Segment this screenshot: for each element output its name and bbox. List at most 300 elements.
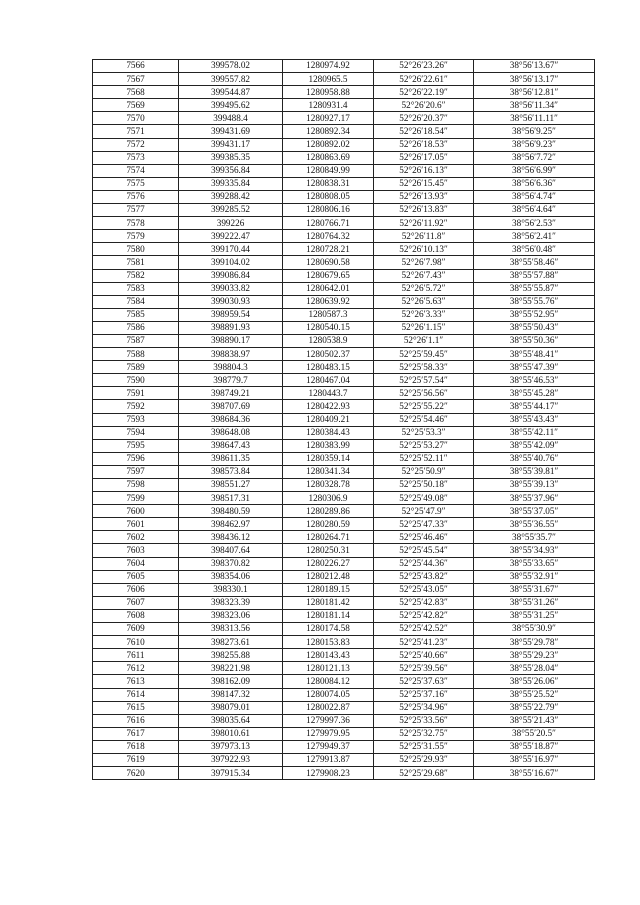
longitude-cell: 38°55′34.93″ — [474, 544, 595, 557]
point-number-cell: 7573 — [93, 151, 179, 164]
longitude-cell: 38°55′22.79″ — [474, 701, 595, 714]
table-row — [93, 465, 595, 478]
longitude-cell: 38°55′16.97″ — [474, 753, 595, 766]
table-row — [93, 125, 595, 138]
latitude-cell: 52°26′23.26″ — [374, 60, 474, 73]
y-coordinate-cell: 1280892.02 — [283, 138, 374, 151]
y-coordinate-cell: 1280764.32 — [283, 230, 374, 243]
latitude-cell: 52°26′5.63″ — [374, 295, 474, 308]
longitude-cell: 38°56′0.48″ — [474, 243, 595, 256]
y-coordinate-cell: 1280359.14 — [283, 452, 374, 465]
point-number-cell: 7615 — [93, 701, 179, 714]
x-coordinate-cell: 398779.7 — [179, 374, 283, 387]
longitude-cell: 38°56′9.23″ — [474, 138, 595, 151]
table-row — [93, 112, 595, 125]
coordinates-table — [92, 59, 595, 780]
point-number-cell: 7580 — [93, 243, 179, 256]
latitude-cell: 52°25′57.54″ — [374, 374, 474, 387]
y-coordinate-cell: 1280181.14 — [283, 609, 374, 622]
longitude-cell: 38°56′13.17″ — [474, 73, 595, 86]
y-coordinate-cell: 1280838.31 — [283, 177, 374, 190]
latitude-cell: 52°25′46.46″ — [374, 531, 474, 544]
x-coordinate-cell: 398611.35 — [179, 452, 283, 465]
longitude-cell: 38°55′33.65″ — [474, 557, 595, 570]
table-row — [93, 308, 595, 321]
point-number-cell: 7605 — [93, 570, 179, 583]
y-coordinate-cell: 1280808.05 — [283, 190, 374, 203]
y-coordinate-cell: 1280328.78 — [283, 479, 374, 492]
y-coordinate-cell: 1279997.36 — [283, 714, 374, 727]
x-coordinate-cell: 398330.1 — [179, 583, 283, 596]
point-number-cell: 7588 — [93, 348, 179, 361]
x-coordinate-cell: 398517.31 — [179, 492, 283, 505]
table-row — [93, 190, 595, 203]
y-coordinate-cell: 1280863.69 — [283, 151, 374, 164]
table-row — [93, 623, 595, 636]
point-number-cell: 7574 — [93, 164, 179, 177]
longitude-cell: 38°55′42.11″ — [474, 426, 595, 439]
table-row — [93, 374, 595, 387]
point-number-cell: 7581 — [93, 256, 179, 269]
point-number-cell: 7603 — [93, 544, 179, 557]
point-number-cell: 7619 — [93, 753, 179, 766]
y-coordinate-cell: 1280806.16 — [283, 204, 374, 217]
longitude-cell: 38°55′42.09″ — [474, 439, 595, 452]
longitude-cell: 38°56′6.36″ — [474, 177, 595, 190]
y-coordinate-cell: 1280690.58 — [283, 256, 374, 269]
table-row — [93, 86, 595, 99]
x-coordinate-cell: 398684.36 — [179, 413, 283, 426]
point-number-cell: 7617 — [93, 727, 179, 740]
latitude-cell: 52°25′47.9″ — [374, 505, 474, 518]
x-coordinate-cell: 398804.3 — [179, 361, 283, 374]
latitude-cell: 52°26′20.37″ — [374, 112, 474, 125]
longitude-cell: 38°56′4.74″ — [474, 190, 595, 203]
longitude-cell: 38°55′47.39″ — [474, 361, 595, 374]
y-coordinate-cell: 1280728.21 — [283, 243, 374, 256]
longitude-cell: 38°56′7.72″ — [474, 151, 595, 164]
table-row — [93, 204, 595, 217]
longitude-cell: 38°55′31.67″ — [474, 583, 595, 596]
point-number-cell: 7593 — [93, 413, 179, 426]
table-row — [93, 518, 595, 531]
point-number-cell: 7597 — [93, 465, 179, 478]
point-number-cell: 7570 — [93, 112, 179, 125]
y-coordinate-cell: 1280264.71 — [283, 531, 374, 544]
x-coordinate-cell: 397922.93 — [179, 753, 283, 766]
y-coordinate-cell: 1279908.23 — [283, 767, 374, 780]
table-row — [93, 583, 595, 596]
point-number-cell: 7618 — [93, 740, 179, 753]
y-coordinate-cell: 1280538.9 — [283, 334, 374, 347]
x-coordinate-cell: 398035.64 — [179, 714, 283, 727]
latitude-cell: 52°26′3.33″ — [374, 308, 474, 321]
longitude-cell: 38°56′2.53″ — [474, 217, 595, 230]
y-coordinate-cell: 1280022.87 — [283, 701, 374, 714]
x-coordinate-cell: 398573.84 — [179, 465, 283, 478]
point-number-cell: 7614 — [93, 688, 179, 701]
x-coordinate-cell: 399488.4 — [179, 112, 283, 125]
longitude-cell: 38°55′29.23″ — [474, 649, 595, 662]
point-number-cell: 7587 — [93, 334, 179, 347]
coordinates-table-body — [93, 60, 595, 780]
table-row — [93, 452, 595, 465]
longitude-cell: 38°55′35.7″ — [474, 531, 595, 544]
point-number-cell: 7569 — [93, 99, 179, 112]
longitude-cell: 38°55′32.91″ — [474, 570, 595, 583]
table-row — [93, 479, 595, 492]
x-coordinate-cell: 399104.02 — [179, 256, 283, 269]
latitude-cell: 52°25′59.45″ — [374, 348, 474, 361]
x-coordinate-cell: 398891.93 — [179, 321, 283, 334]
longitude-cell: 38°55′36.55″ — [474, 518, 595, 531]
table-row — [93, 73, 595, 86]
y-coordinate-cell: 1280642.01 — [283, 282, 374, 295]
x-coordinate-cell: 399030.93 — [179, 295, 283, 308]
y-coordinate-cell: 1280540.15 — [283, 321, 374, 334]
table-row — [93, 701, 595, 714]
y-coordinate-cell: 1280639.92 — [283, 295, 374, 308]
longitude-cell: 38°55′57.88″ — [474, 269, 595, 282]
table-row — [93, 413, 595, 426]
latitude-cell: 52°26′18.53″ — [374, 138, 474, 151]
x-coordinate-cell: 399495.62 — [179, 99, 283, 112]
latitude-cell: 52°25′44.36″ — [374, 557, 474, 570]
x-coordinate-cell: 398407.64 — [179, 544, 283, 557]
table-row — [93, 740, 595, 753]
table-row — [93, 321, 595, 334]
latitude-cell: 52°25′42.83″ — [374, 596, 474, 609]
y-coordinate-cell: 1280384.43 — [283, 426, 374, 439]
table-row — [93, 334, 595, 347]
y-coordinate-cell: 1280250.31 — [283, 544, 374, 557]
latitude-cell: 52°26′16.13″ — [374, 164, 474, 177]
table-row — [93, 269, 595, 282]
table-row — [93, 727, 595, 740]
latitude-cell: 52°26′13.93″ — [374, 190, 474, 203]
latitude-cell: 52°26′7.98″ — [374, 256, 474, 269]
point-number-cell: 7583 — [93, 282, 179, 295]
latitude-cell: 52°25′40.66″ — [374, 649, 474, 662]
x-coordinate-cell: 399431.69 — [179, 125, 283, 138]
point-number-cell: 7585 — [93, 308, 179, 321]
x-coordinate-cell: 397973.13 — [179, 740, 283, 753]
y-coordinate-cell: 1280965.5 — [283, 73, 374, 86]
y-coordinate-cell: 1280422.93 — [283, 400, 374, 413]
x-coordinate-cell: 398370.82 — [179, 557, 283, 570]
x-coordinate-cell: 399578.02 — [179, 60, 283, 73]
point-number-cell: 7592 — [93, 400, 179, 413]
y-coordinate-cell: 1280074.05 — [283, 688, 374, 701]
point-number-cell: 7584 — [93, 295, 179, 308]
x-coordinate-cell: 399033.82 — [179, 282, 283, 295]
point-number-cell: 7566 — [93, 60, 179, 73]
longitude-cell: 38°55′55.76″ — [474, 295, 595, 308]
point-number-cell: 7590 — [93, 374, 179, 387]
x-coordinate-cell: 398647.43 — [179, 439, 283, 452]
latitude-cell: 52°26′15.45″ — [374, 177, 474, 190]
table-row — [93, 164, 595, 177]
y-coordinate-cell: 1280084.12 — [283, 675, 374, 688]
latitude-cell: 52°26′11.92″ — [374, 217, 474, 230]
x-coordinate-cell: 399335.84 — [179, 177, 283, 190]
x-coordinate-cell: 399086.84 — [179, 269, 283, 282]
point-number-cell: 7604 — [93, 557, 179, 570]
point-number-cell: 7608 — [93, 609, 179, 622]
x-coordinate-cell: 399385.35 — [179, 151, 283, 164]
point-number-cell: 7572 — [93, 138, 179, 151]
longitude-cell: 38°55′55.87″ — [474, 282, 595, 295]
longitude-cell: 38°55′25.52″ — [474, 688, 595, 701]
table-row — [93, 609, 595, 622]
point-number-cell: 7576 — [93, 190, 179, 203]
latitude-cell: 52°25′55.22″ — [374, 400, 474, 413]
point-number-cell: 7602 — [93, 531, 179, 544]
point-number-cell: 7610 — [93, 636, 179, 649]
table-row — [93, 649, 595, 662]
longitude-cell: 38°55′31.26″ — [474, 596, 595, 609]
longitude-cell: 38°56′11.34″ — [474, 99, 595, 112]
latitude-cell: 52°25′43.05″ — [374, 583, 474, 596]
x-coordinate-cell: 399226 — [179, 217, 283, 230]
y-coordinate-cell: 1280306.9 — [283, 492, 374, 505]
longitude-cell: 38°55′28.04″ — [474, 662, 595, 675]
x-coordinate-cell: 399557.82 — [179, 73, 283, 86]
point-number-cell: 7607 — [93, 596, 179, 609]
point-number-cell: 7567 — [93, 73, 179, 86]
x-coordinate-cell: 398147.32 — [179, 688, 283, 701]
x-coordinate-cell: 398707.69 — [179, 400, 283, 413]
x-coordinate-cell: 398838.97 — [179, 348, 283, 361]
y-coordinate-cell: 1280931.4 — [283, 99, 374, 112]
point-number-cell: 7601 — [93, 518, 179, 531]
table-row — [93, 439, 595, 452]
x-coordinate-cell: 399285.52 — [179, 204, 283, 217]
x-coordinate-cell: 397915.34 — [179, 767, 283, 780]
table-row — [93, 544, 595, 557]
y-coordinate-cell: 1279979.95 — [283, 727, 374, 740]
x-coordinate-cell: 398648.08 — [179, 426, 283, 439]
longitude-cell: 38°55′44.17″ — [474, 400, 595, 413]
latitude-cell: 52°25′29.68″ — [374, 767, 474, 780]
table-row — [93, 230, 595, 243]
y-coordinate-cell: 1280958.88 — [283, 86, 374, 99]
y-coordinate-cell: 1280280.59 — [283, 518, 374, 531]
latitude-cell: 52°25′39.56″ — [374, 662, 474, 675]
y-coordinate-cell: 1280143.43 — [283, 649, 374, 662]
longitude-cell: 38°55′40.76″ — [474, 452, 595, 465]
table-row — [93, 348, 595, 361]
y-coordinate-cell: 1280383.99 — [283, 439, 374, 452]
point-number-cell: 7577 — [93, 204, 179, 217]
latitude-cell: 52°25′49.08″ — [374, 492, 474, 505]
longitude-cell: 38°55′39.81″ — [474, 465, 595, 478]
y-coordinate-cell: 1280849.99 — [283, 164, 374, 177]
longitude-cell: 38°55′58.46″ — [474, 256, 595, 269]
x-coordinate-cell: 398749.21 — [179, 387, 283, 400]
x-coordinate-cell: 398162.09 — [179, 675, 283, 688]
longitude-cell: 38°55′48.41″ — [474, 348, 595, 361]
latitude-cell: 52°25′42.82″ — [374, 609, 474, 622]
x-coordinate-cell: 399222.47 — [179, 230, 283, 243]
y-coordinate-cell: 1280341.34 — [283, 465, 374, 478]
x-coordinate-cell: 399356.84 — [179, 164, 283, 177]
longitude-cell: 38°55′20.5″ — [474, 727, 595, 740]
y-coordinate-cell: 1279913.87 — [283, 753, 374, 766]
x-coordinate-cell: 399170.44 — [179, 243, 283, 256]
longitude-cell: 38°56′9.25″ — [474, 125, 595, 138]
point-number-cell: 7571 — [93, 125, 179, 138]
table-row — [93, 505, 595, 518]
latitude-cell: 52°25′56.56″ — [374, 387, 474, 400]
longitude-cell: 38°55′39.13″ — [474, 479, 595, 492]
y-coordinate-cell: 1280121.13 — [283, 662, 374, 675]
table-row — [93, 675, 595, 688]
longitude-cell: 38°55′37.05″ — [474, 505, 595, 518]
longitude-cell: 38°55′50.43″ — [474, 321, 595, 334]
table-row — [93, 177, 595, 190]
point-number-cell: 7586 — [93, 321, 179, 334]
point-number-cell: 7568 — [93, 86, 179, 99]
longitude-cell: 38°55′52.95″ — [474, 308, 595, 321]
x-coordinate-cell: 399544.87 — [179, 86, 283, 99]
latitude-cell: 52°25′37.16″ — [374, 688, 474, 701]
table-row — [93, 596, 595, 609]
longitude-cell: 38°55′45.28″ — [474, 387, 595, 400]
y-coordinate-cell: 1280927.17 — [283, 112, 374, 125]
table-row — [93, 557, 595, 570]
point-number-cell: 7596 — [93, 452, 179, 465]
table-row — [93, 99, 595, 112]
latitude-cell: 52°25′33.56″ — [374, 714, 474, 727]
latitude-cell: 52°26′5.72″ — [374, 282, 474, 295]
point-number-cell: 7606 — [93, 583, 179, 596]
x-coordinate-cell: 398462.97 — [179, 518, 283, 531]
point-number-cell: 7599 — [93, 492, 179, 505]
y-coordinate-cell: 1280892.34 — [283, 125, 374, 138]
x-coordinate-cell: 398273.61 — [179, 636, 283, 649]
point-number-cell: 7612 — [93, 662, 179, 675]
latitude-cell: 52°25′43.82″ — [374, 570, 474, 583]
x-coordinate-cell: 398323.06 — [179, 609, 283, 622]
table-row — [93, 636, 595, 649]
longitude-cell: 38°55′16.67″ — [474, 767, 595, 780]
x-coordinate-cell: 398221.98 — [179, 662, 283, 675]
y-coordinate-cell: 1280409.21 — [283, 413, 374, 426]
longitude-cell: 38°55′26.06″ — [474, 675, 595, 688]
y-coordinate-cell: 1280443.7 — [283, 387, 374, 400]
longitude-cell: 38°55′50.36″ — [474, 334, 595, 347]
longitude-cell: 38°56′6.99″ — [474, 164, 595, 177]
point-number-cell: 7616 — [93, 714, 179, 727]
longitude-cell: 38°55′29.78″ — [474, 636, 595, 649]
table-row — [93, 570, 595, 583]
latitude-cell: 52°26′22.19″ — [374, 86, 474, 99]
longitude-cell: 38°55′46.53″ — [474, 374, 595, 387]
latitude-cell: 52°25′50.18″ — [374, 479, 474, 492]
y-coordinate-cell: 1280502.37 — [283, 348, 374, 361]
longitude-cell: 38°55′18.87″ — [474, 740, 595, 753]
x-coordinate-cell: 399288.42 — [179, 190, 283, 203]
x-coordinate-cell: 399431.17 — [179, 138, 283, 151]
point-number-cell: 7579 — [93, 230, 179, 243]
table-row — [93, 361, 595, 374]
table-row — [93, 426, 595, 439]
latitude-cell: 52°25′58.33″ — [374, 361, 474, 374]
latitude-cell: 52°25′47.33″ — [374, 518, 474, 531]
point-number-cell: 7600 — [93, 505, 179, 518]
latitude-cell: 52°26′13.83″ — [374, 204, 474, 217]
latitude-cell: 52°25′29.93″ — [374, 753, 474, 766]
longitude-cell: 38°56′4.64″ — [474, 204, 595, 217]
y-coordinate-cell: 1279949.37 — [283, 740, 374, 753]
point-number-cell: 7578 — [93, 217, 179, 230]
y-coordinate-cell: 1280174.58 — [283, 623, 374, 636]
y-coordinate-cell: 1280679.65 — [283, 269, 374, 282]
latitude-cell: 52°25′53.3″ — [374, 426, 474, 439]
longitude-cell: 38°55′43.43″ — [474, 413, 595, 426]
latitude-cell: 52°26′11.8″ — [374, 230, 474, 243]
table-row — [93, 60, 595, 73]
table-row — [93, 767, 595, 780]
table-row — [93, 243, 595, 256]
point-number-cell: 7594 — [93, 426, 179, 439]
y-coordinate-cell: 1280467.04 — [283, 374, 374, 387]
latitude-cell: 52°25′37.63″ — [374, 675, 474, 688]
y-coordinate-cell: 1280587.3 — [283, 308, 374, 321]
x-coordinate-cell: 398436.12 — [179, 531, 283, 544]
latitude-cell: 52°25′41.23″ — [374, 636, 474, 649]
x-coordinate-cell: 398354.06 — [179, 570, 283, 583]
y-coordinate-cell: 1280153.83 — [283, 636, 374, 649]
longitude-cell: 38°56′12.81″ — [474, 86, 595, 99]
table-row — [93, 282, 595, 295]
y-coordinate-cell: 1280289.86 — [283, 505, 374, 518]
latitude-cell: 52°26′18.54″ — [374, 125, 474, 138]
longitude-cell: 38°55′37.96″ — [474, 492, 595, 505]
point-number-cell: 7575 — [93, 177, 179, 190]
x-coordinate-cell: 398551.27 — [179, 479, 283, 492]
y-coordinate-cell: 1280974.92 — [283, 60, 374, 73]
table-row — [93, 753, 595, 766]
point-number-cell: 7620 — [93, 767, 179, 780]
longitude-cell: 38°56′11.11″ — [474, 112, 595, 125]
y-coordinate-cell: 1280181.42 — [283, 596, 374, 609]
y-coordinate-cell: 1280483.15 — [283, 361, 374, 374]
y-coordinate-cell: 1280189.15 — [283, 583, 374, 596]
latitude-cell: 52°25′42.52″ — [374, 623, 474, 636]
point-number-cell: 7598 — [93, 479, 179, 492]
table-row — [93, 662, 595, 675]
x-coordinate-cell: 398959.54 — [179, 308, 283, 321]
y-coordinate-cell: 1280212.48 — [283, 570, 374, 583]
y-coordinate-cell: 1280766.71 — [283, 217, 374, 230]
latitude-cell: 52°26′7.43″ — [374, 269, 474, 282]
latitude-cell: 52°26′1.15″ — [374, 321, 474, 334]
latitude-cell: 52°25′50.9″ — [374, 465, 474, 478]
longitude-cell: 38°56′2.41″ — [474, 230, 595, 243]
longitude-cell: 38°55′21.43″ — [474, 714, 595, 727]
x-coordinate-cell: 398010.61 — [179, 727, 283, 740]
latitude-cell: 52°26′20.6″ — [374, 99, 474, 112]
point-number-cell: 7595 — [93, 439, 179, 452]
table-row — [93, 531, 595, 544]
x-coordinate-cell: 398890.17 — [179, 334, 283, 347]
table-row — [93, 256, 595, 269]
point-number-cell: 7611 — [93, 649, 179, 662]
latitude-cell: 52°26′17.05″ — [374, 151, 474, 164]
point-number-cell: 7613 — [93, 675, 179, 688]
